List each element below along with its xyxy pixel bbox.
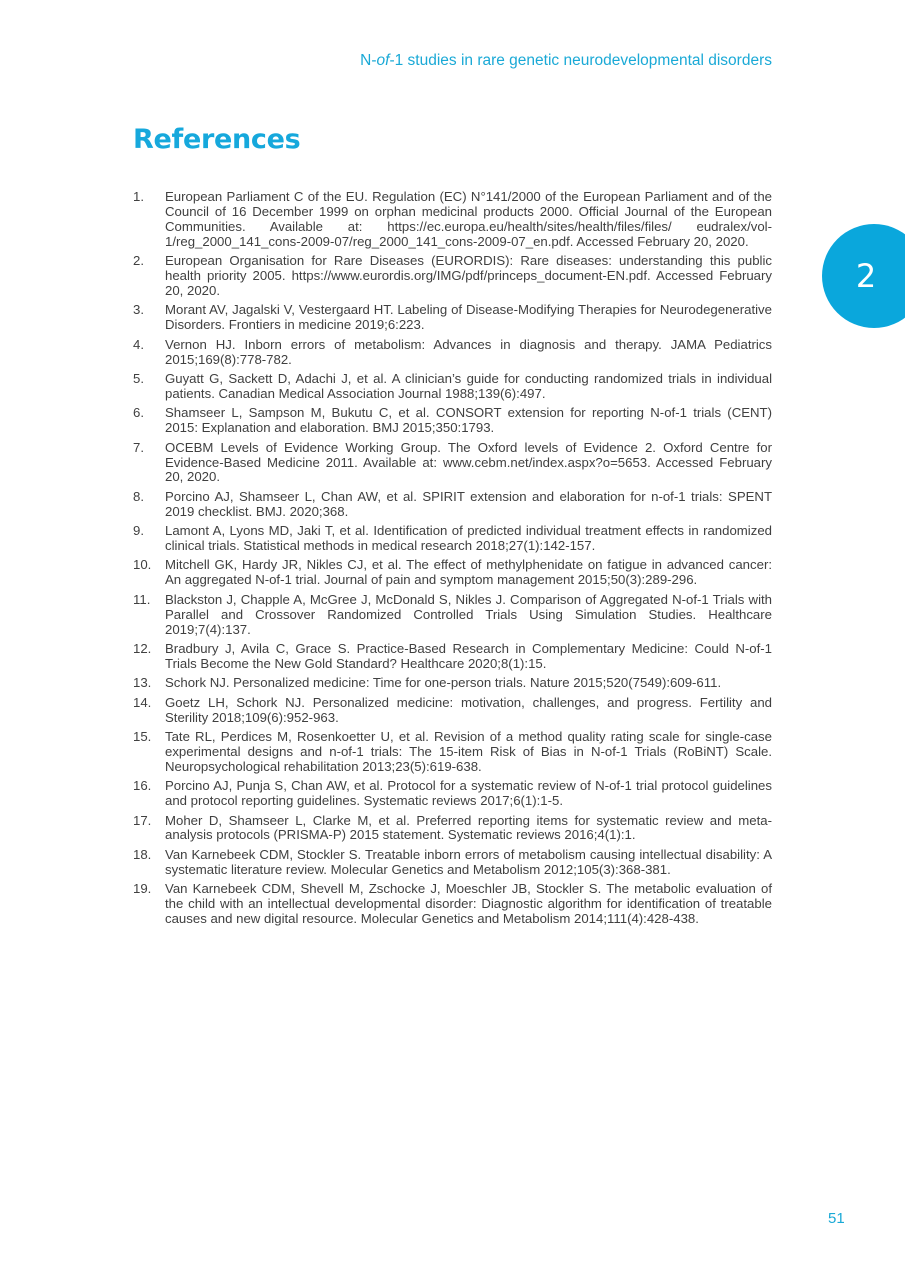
reference-number: 18. bbox=[133, 846, 152, 862]
reference-number: 6. bbox=[133, 405, 144, 421]
reference-number: 9. bbox=[133, 523, 144, 539]
page-number: 51 bbox=[828, 1210, 845, 1227]
reference-number: 11. bbox=[133, 591, 151, 607]
reference-number: 4. bbox=[133, 336, 144, 352]
running-header bbox=[360, 52, 772, 70]
running-title-prefix: N- bbox=[360, 52, 377, 69]
reference-item bbox=[133, 642, 772, 672]
reference-text: Lamont A, Lyons MD, Jaki T, et al. Identification of predicted individual treatment effects in randomized clinical trials. Statistical methods in medical research 2018;27(1):142-157. bbox=[165, 523, 772, 554]
reference-text: Van Karnebeek CDM, Stockler S. Treatable inborn errors of metabolism causing intellectual disability: A systematic literature review. Molecular Genetics and Metabolism 2012;105(3):368-381. bbox=[165, 846, 772, 877]
reference-item bbox=[133, 372, 772, 402]
reference-text: OCEBM Levels of Evidence Working Group. The Oxford levels of Evidence 2. Oxford Centre for Evidence-Based Medicine 2011. Available at: www.cebm.net/index.aspx?o=5653. Accessed February 20, 2020. bbox=[165, 439, 772, 485]
reference-text: Morant AV, Jagalski V, Vestergaard HT. Labeling of Disease-Modifying Therapies for Neurodegenerative Disorders. Frontiers in medicine 2019;6:223. bbox=[165, 302, 772, 333]
reference-number: 8. bbox=[133, 488, 144, 504]
reference-text: Porcino AJ, Punja S, Chan AW, et al. Protocol for a systematic review of N-of-1 trial protocol guidelines and protocol reporting guidelines. Systematic reviews 2017;6(1):1-5. bbox=[165, 778, 772, 809]
reference-item bbox=[133, 406, 772, 436]
reference-number: 1. bbox=[133, 189, 144, 204]
chapter-tab bbox=[822, 224, 905, 328]
reference-item bbox=[133, 814, 772, 844]
reference-item bbox=[133, 593, 772, 638]
running-title-suffix: -1 studies in rare genetic neurodevelopmental disorders bbox=[389, 52, 772, 69]
section-title: References bbox=[133, 124, 301, 155]
reference-number: 5. bbox=[133, 370, 144, 386]
reference-text: Tate RL, Perdices M, Rosenkoetter U, et al. Revision of a method quality rating scale for single-case experimental designs and n-of-1 trials: The 15-item Risk of Bias in N-of-1 Trials (RoBiNT) Scale. Neuropsychological rehabilitation 2013;23(5):619-638. bbox=[165, 729, 772, 774]
reference-list bbox=[133, 190, 772, 931]
reference-number: 17. bbox=[133, 812, 152, 828]
reference-number: 16. bbox=[133, 778, 152, 794]
reference-item bbox=[133, 696, 772, 726]
reference-text: Van Karnebeek CDM, Shevell M, Zschocke J, Moeschler JB, Stockler S. The metabolic evaluation of the child with an intellectual developmental disorder: Diagnostic algorithm for identification of treatable causes and new digital resource. Molecular Genetics and Metabolism 2014;111(4):428-438. bbox=[165, 881, 772, 926]
reference-text: Shamseer L, Sampson M, Bukutu C, et al. CONSORT extension for reporting N-of-1 trials (CENT) 2015: Explanation and elaboration. BMJ 2015;350:1793. bbox=[165, 405, 772, 436]
reference-number: 3. bbox=[133, 302, 144, 318]
reference-item bbox=[133, 490, 772, 520]
reference-number: 14. bbox=[133, 694, 152, 710]
reference-number: 15. bbox=[133, 729, 152, 744]
reference-text: European Parliament C of the EU. Regulation (EC) N°141/2000 of the European Parliament and of the Council of 16 December 1999 on orphan medicinal products 2000. Official Journal of the European Communities. Available at: https://ec.europa.eu/health/sites/health/files/files/ eudralex/vol-1/reg_2000_141_cons-2009-07/reg_2000_141_cons-2009-07_en.pdf. Accessed February 20, 2020. bbox=[165, 189, 772, 249]
reference-number: 19. bbox=[133, 881, 152, 897]
reference-text: Blackston J, Chapple A, McGree J, McDonald S, Nikles J. Comparison of Aggregated N-of-1 Trials with Parallel and Crossover Randomized Controlled Trials Using Simulation Studies. Healthcare 2019;7(4):137. bbox=[165, 591, 772, 637]
running-title-italic: of bbox=[376, 52, 390, 69]
reference-text: Bradbury J, Avila C, Grace S. Practice-Based Research in Complementary Medicine: Could N-of-1 Trials Become the New Gold Standard? Healthcare 2020;8(1):15. bbox=[165, 640, 772, 671]
reference-text: Porcino AJ, Shamseer L, Chan AW, et al. SPIRIT extension and elaboration for n-of-1 trials: SPENT 2019 checklist. BMJ. 2020;368. bbox=[165, 488, 772, 519]
reference-item bbox=[133, 190, 772, 250]
chapter-number: 2 bbox=[855, 257, 877, 295]
reference-item bbox=[133, 848, 772, 878]
reference-item bbox=[133, 882, 772, 927]
reference-number: 13. bbox=[133, 675, 152, 691]
reference-item bbox=[133, 303, 772, 333]
reference-item bbox=[133, 254, 772, 299]
reference-item bbox=[133, 676, 772, 691]
reference-number: 10. bbox=[133, 557, 152, 573]
reference-item bbox=[133, 524, 772, 554]
reference-text: Mitchell GK, Hardy JR, Nikles CJ, et al. The effect of methylphenidate on fatigue in advanced cancer: An aggregated N-of-1 trial. Journal of pain and symptom management 2015;50(3):289-296. bbox=[165, 557, 772, 588]
reference-item bbox=[133, 441, 772, 486]
reference-item bbox=[133, 338, 772, 368]
reference-text: Guyatt G, Sackett D, Adachi J, et al. A clinician’s guide for conducting randomized trials in individual patients. Canadian Medical Association Journal 1988;139(6):497. bbox=[165, 370, 772, 401]
reference-text: European Organisation for Rare Diseases (EURORDIS): Rare diseases: understanding this public health priority 2005. https://www.eurordis.org/IMG/pdf/princeps_document-EN.pdf. Accessed February 20, 2020. bbox=[165, 253, 772, 298]
reference-number: 12. bbox=[133, 640, 152, 656]
reference-item bbox=[133, 558, 772, 588]
reference-text: Vernon HJ. Inborn errors of metabolism: Advances in diagnosis and therapy. JAMA Pediatrics 2015;169(8):778-782. bbox=[165, 336, 772, 367]
reference-number: 2. bbox=[133, 253, 144, 269]
reference-number: 7. bbox=[133, 439, 144, 455]
reference-text: Schork NJ. Personalized medicine: Time for one-person trials. Nature 2015;520(7549):609-611. bbox=[165, 675, 722, 691]
reference-text: Moher D, Shamseer L, Clarke M, et al. Preferred reporting items for systematic review and meta-analysis protocols (PRISMA-P) 2015 statement. Systematic reviews 2016;4(1):1. bbox=[165, 812, 772, 843]
reference-text: Goetz LH, Schork NJ. Personalized medicine: motivation, challenges, and progress. Fertility and Sterility 2018;109(6):952-963. bbox=[165, 694, 772, 725]
reference-item bbox=[133, 730, 772, 775]
reference-item bbox=[133, 779, 772, 809]
